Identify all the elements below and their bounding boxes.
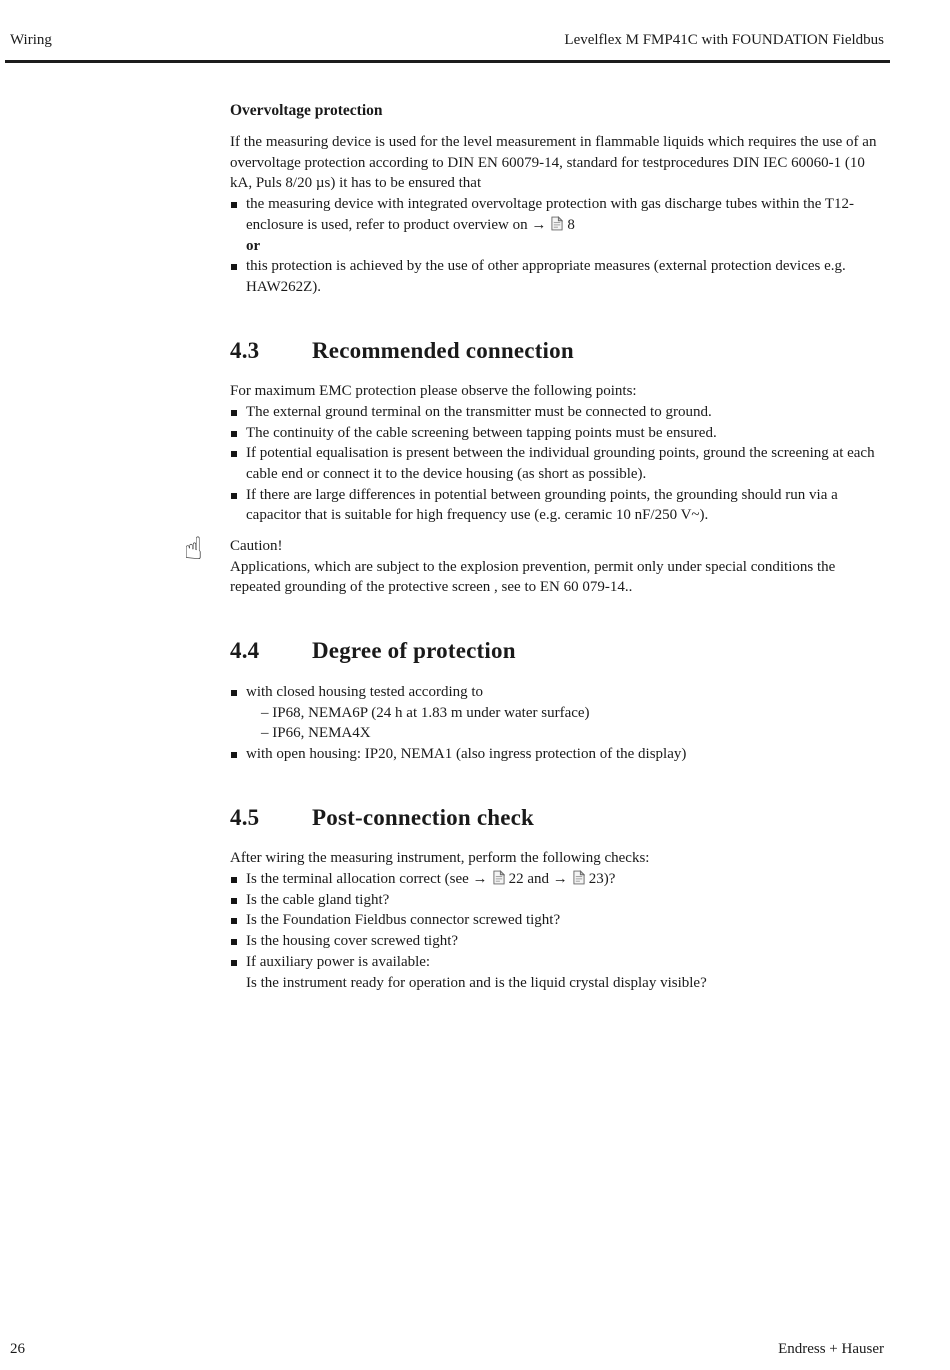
page-footer <box>10 1339 884 1360</box>
footer-page-number: 26 <box>10 1341 25 1358</box>
section-heading-4-5 <box>230 802 884 834</box>
bullet-item-integrated-protection <box>230 194 884 256</box>
page-ref-number: 23)? <box>588 871 616 888</box>
page-header <box>0 0 950 63</box>
bullet-text: with open housing: IP20, NEMA1 (also ingress protection of the display) <box>246 745 687 762</box>
section-title: Recommended connection <box>312 337 574 363</box>
bullet-text: Is the Foundation Fieldbus connector screwed tight? <box>246 912 561 929</box>
bullet-item-potential-differences <box>230 485 884 526</box>
overvoltage-bullet-list <box>230 194 884 297</box>
bullet-text: Is the housing cover screwed tight? <box>246 933 459 950</box>
bullet-text: the measuring device with integrated overvoltage protection with gas discharge tubes within the T12-enclosure is used, refer to product overview on → <box>246 196 855 233</box>
bullet-item-closed-housing <box>230 682 884 744</box>
bullet-text: this protection is achieved by the use of other appropriate measures (external protection devices e.g. HAW262Z). <box>246 258 846 295</box>
page-ref-icon <box>493 870 505 885</box>
bullet-item-cable-gland <box>230 890 884 911</box>
subsection-title-overvoltage: Overvoltage protection <box>230 101 383 119</box>
header-row <box>0 0 950 51</box>
section-heading-4-4 <box>230 635 884 667</box>
caution-title: Caution! <box>230 538 283 555</box>
header-section-label: Wiring <box>10 32 52 48</box>
section-4-5-bullet-list <box>230 869 884 993</box>
bullet-item-fieldbus-connector <box>230 910 884 931</box>
caution-note <box>184 531 884 598</box>
section-4-3-bullet-list <box>230 402 884 526</box>
page-ref-number: 22 <box>508 871 524 888</box>
bullet-item-ground-terminal <box>230 402 884 423</box>
bullet-item-potential-equalisation <box>230 443 884 484</box>
section-4-5-intro: After wiring the measuring instrument, perform the following checks: <box>230 850 650 867</box>
page-ref-icon <box>573 870 585 885</box>
bullet-text: Is the terminal allocation correct (see → <box>246 871 488 888</box>
section-title: Post-connection check <box>312 804 535 830</box>
section-4-4-bullet-list <box>230 682 884 765</box>
bullet-item-cable-screening <box>230 423 884 444</box>
bullet-text: The external ground terminal on the transmitter must be connected to ground. <box>246 403 712 420</box>
header-rule <box>5 60 890 63</box>
page-ref-number: 8 <box>567 216 575 233</box>
section-4-3-intro: For maximum EMC protection please observe the following points: <box>230 383 637 400</box>
bullet-continuation-text: Is the instrument ready for operation and is the liquid crystal display visible? <box>246 974 707 991</box>
bullet-item-external-protection <box>230 256 884 297</box>
overvoltage-intro-paragraph: If the measuring device is used for the level measurement in flammable liquids which requires the use of an overvoltage protection according to DIN EN 60079-14, standard for testprocedures DIN IEC 60060-1 (10 kA, Puls 8/20 µs) it has to be ensured that <box>230 134 877 192</box>
bullet-text: The continuity of the cable screening between tapping points must be ensured. <box>246 424 717 441</box>
section-overvoltage-protection <box>230 100 884 298</box>
section-4-3-recommended-connection <box>184 335 884 599</box>
caution-hand-icon: ☝ <box>184 531 203 568</box>
section-title: Degree of protection <box>312 638 516 664</box>
bullet-text: Is the cable gland tight? <box>246 891 390 908</box>
section-heading-4-3 <box>230 335 884 367</box>
caution-text: Applications, which are subject to the explosion prevention, permit only under special conditions the repeated grounding of the protective screen , see to EN 60 079-14.. <box>230 558 836 596</box>
footer-company-name: Endress + Hauser <box>778 1341 884 1358</box>
page-content <box>184 100 884 994</box>
section-4-4-degree-of-protection <box>230 635 884 764</box>
bullet-item-open-housing <box>230 744 884 765</box>
bullet-text: with closed housing tested according to <box>246 683 484 700</box>
bullet-text: If auxiliary power is available: <box>246 953 431 970</box>
bullet-text: If potential equalisation is present between the individual grounding points, ground the screening at each cable end or connect it to the device housing (as short as possible). <box>246 445 875 483</box>
bullet-or-word: or <box>246 237 261 254</box>
bullet-text: If there are large differences in potential between grounding points, the grounding should run via a capacitor that is suitable for high frequency use (e.g. ceramic 10 nF/250 V~). <box>246 486 838 524</box>
bullet-item-housing-cover <box>230 931 884 952</box>
bullet-item-terminal-allocation <box>230 869 884 890</box>
sub-item-ip68: – IP68, NEMA6P (24 h at 1.83 m under water surface) <box>261 704 590 721</box>
page-ref-icon <box>551 216 563 231</box>
section-number: 4.4 <box>230 638 260 664</box>
header-doc-title: Levelflex M FMP41C with FOUNDATION Fieldbus <box>564 32 884 48</box>
section-number: 4.5 <box>230 804 260 830</box>
section-4-5-post-connection-check <box>230 802 884 994</box>
bullet-item-auxiliary-power <box>230 952 884 993</box>
sub-item-ip66: – IP66, NEMA4X <box>261 725 371 742</box>
bullet-text: and → <box>527 871 568 888</box>
section-number: 4.3 <box>230 337 260 363</box>
